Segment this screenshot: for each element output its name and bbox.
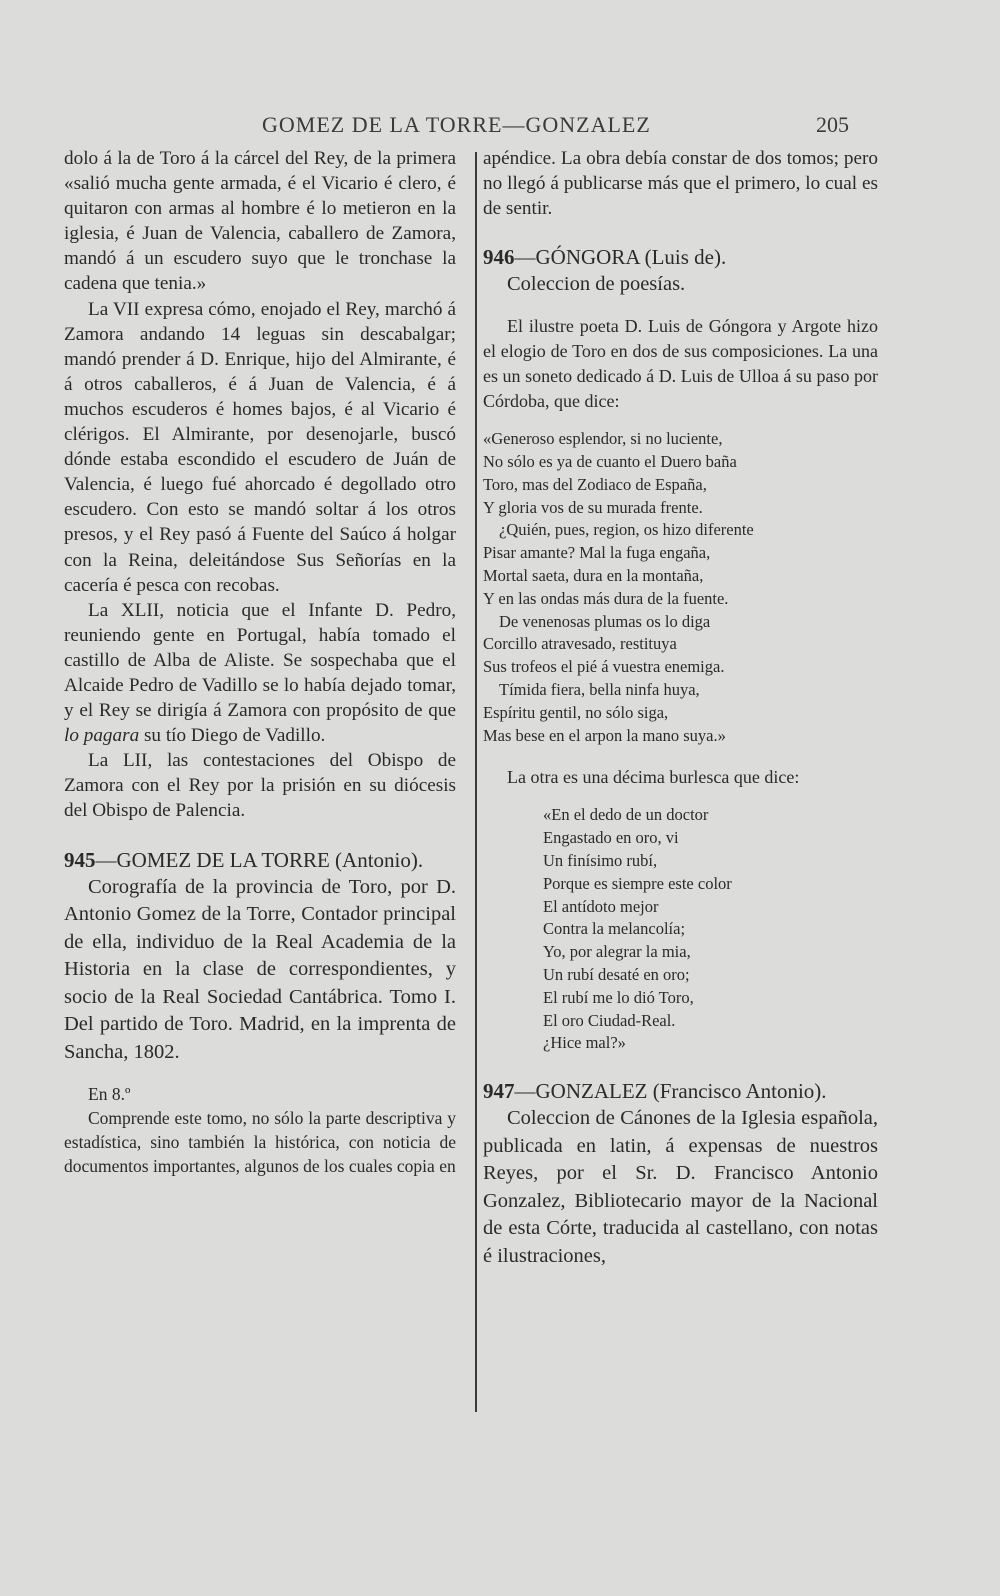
verse-line: ¿Quién, pues, region, os hizo diferente — [499, 520, 754, 540]
paragraph-text: La XLII, noticia que el Infante D. Pedro, reuniendo gente en Portugal, había tomado el castillo de Alba de Aliste. Se sospechaba que el Alcaide Pedro de Vadillo se lo había dejado tomar, y el Rey se dirigía á Zamora con propósito de que — [64, 599, 456, 722]
verse-line: Pisar amante? Mal la fuga engaña, — [483, 543, 711, 563]
paragraph: La otra es una décima burlesca que dice: — [507, 767, 800, 788]
entry-heading-text: —GOMEZ DE LA TORRE (Antonio). — [95, 847, 424, 872]
entry-note: Comprende este tomo, no sólo la parte descriptiva y estadística, sino también la histórica, con noticia de documentos importantes, algunos de los cuales copia en — [64, 1108, 456, 1177]
italic-phrase: lo pagara — [64, 725, 140, 747]
verse-line: Yo, por alegrar la mia, — [543, 942, 691, 962]
verse-line: Sus trofeos el pié á vuestra enemiga. — [483, 657, 725, 677]
verse-line: ¿Hice mal?» — [543, 1033, 626, 1053]
paragraph: dolo á la de Toro á la cárcel del Rey, de la primera «salió mucha gente armada, é el Vicario é clero, é quitaron con armas al hombre é lo metieron en la iglesia, é Juan de Valencia, caballero de Zamora, mandó á un escudero suyo que le tronchase la cadena que tenia.» — [64, 148, 456, 295]
verse-line: «Generoso esplendor, si no luciente, — [483, 429, 723, 449]
entry-heading-text: —GÓNGORA (Luis de). — [514, 245, 727, 270]
verse-line: Un rubí desaté en oro; — [543, 965, 690, 985]
verse-line: El oro Ciudad-Real. — [543, 1010, 676, 1030]
verse-line: El rubí me lo dió Toro, — [543, 987, 694, 1007]
entry-heading-947 — [483, 1077, 878, 1105]
verse-line: Engastado en oro, vi — [543, 828, 679, 848]
left-column — [64, 146, 456, 1178]
entry-number: 946 — [483, 245, 515, 270]
paragraph: El ilustre poeta D. Luis de Góngora y Argote hizo el elogio de Toro en dos de sus composiciones. La una es un soneto dedicado á D. Luis de Ulloa á su paso por Córdoba, que dice: — [483, 316, 878, 412]
entry-title: Corografía de la provincia de Toro, por D. Antonio Gomez de la Torre, Contador principal de ella, individuo de la Real Academia de la Historia en la clase de correspondientes, y socio de la Real Sociedad Cantábrica. Tomo I. Del partido de Toro. Madrid, en la imprenta de Sancha, 1802. — [64, 875, 456, 1063]
verse-line: Un finísimo rubí, — [543, 851, 658, 871]
paragraph: apéndice. La obra debía constar de dos tomos; pero no llegó á publicarse más que el primero, lo cual es de sentir. — [483, 148, 878, 220]
entry-number: 947 — [483, 1079, 515, 1104]
verse-line: Contra la melancolía; — [543, 919, 686, 939]
decima — [483, 804, 878, 1055]
entry-number: 945 — [64, 847, 96, 872]
right-column — [483, 146, 878, 1270]
entry-title: Coleccion de poesías. — [507, 273, 686, 296]
entry-format: En 8.º — [88, 1084, 131, 1105]
entry-heading-text: —GONZALEZ (Francisco Antonio). — [514, 1079, 827, 1104]
column-divider — [475, 152, 477, 1412]
paragraph-text: su tío Diego de Vadillo. — [139, 725, 326, 747]
entry-heading-946 — [483, 243, 878, 271]
entry-title: Coleccion de Cánones de la Iglesia española, publicada en latin, á expensas de nuestros Reyes, por el Sr. D. Francisco Antonio Gonzalez, Bibliotecario mayor de la Nacional de esta Córte, traducida al castellano, con notas é ilustraciones, — [483, 1107, 878, 1267]
verse-line: Porque es siempre este color — [543, 873, 732, 893]
verse-line: El antídoto mejor — [543, 896, 659, 916]
verse-line: Y gloria vos de su murada frente. — [483, 497, 703, 517]
running-title: GOMEZ DE LA TORRE—GONZALEZ — [262, 112, 651, 137]
sonnet — [483, 428, 878, 747]
verse-line: Toro, mas del Zodiaco de España, — [483, 474, 707, 494]
verse-line: No sólo es ya de cuanto el Duero baña — [483, 452, 737, 472]
verse-line: Corcillo atravesado, restituya — [483, 634, 677, 654]
paragraph: La VII expresa cómo, enojado el Rey, marchó á Zamora andando 14 leguas sin descabalgar; mandó prender á D. Enrique, hijo del Almirante, é á otros caballeros, é á Juan de Valencia, é á muchos escuderos é homes bajos, é al Vicario é clérigos. El Almirante, por desenojarle, buscó dónde estaba escondido el escudero de Juán de Valencia, é luego fué ahorcado é degollado otro escudero. Con esto se mandó soltar á los otros presos, y el Rey pasó á Fuente del Saúco á holgar con la Reina, deleitándose Sus Señorías en la cacería é pesca con recobas. — [64, 298, 456, 596]
paragraph — [64, 598, 456, 749]
paragraph: La LII, las contestaciones del Obispo de Zamora con el Rey por la prisión en su diócesis del Obispo de Palencia. — [64, 750, 456, 822]
page-number: 205 — [816, 112, 849, 137]
verse-line: Espíritu gentil, no sólo siga, — [483, 702, 669, 722]
verse-line: Tímida fiera, bella ninfa huya, — [499, 680, 700, 700]
verse-line: De venenosas plumas os lo diga — [499, 611, 711, 631]
verse-line: Mas bese en el arpon la mano suya.» — [483, 725, 726, 745]
verse-line: Y en las ondas más dura de la fuente. — [483, 588, 729, 608]
entry-heading-945 — [64, 846, 456, 874]
verse-line: Mortal saeta, dura en la montaña, — [483, 566, 704, 586]
verse-line: «En el dedo de un doctor — [543, 805, 709, 825]
